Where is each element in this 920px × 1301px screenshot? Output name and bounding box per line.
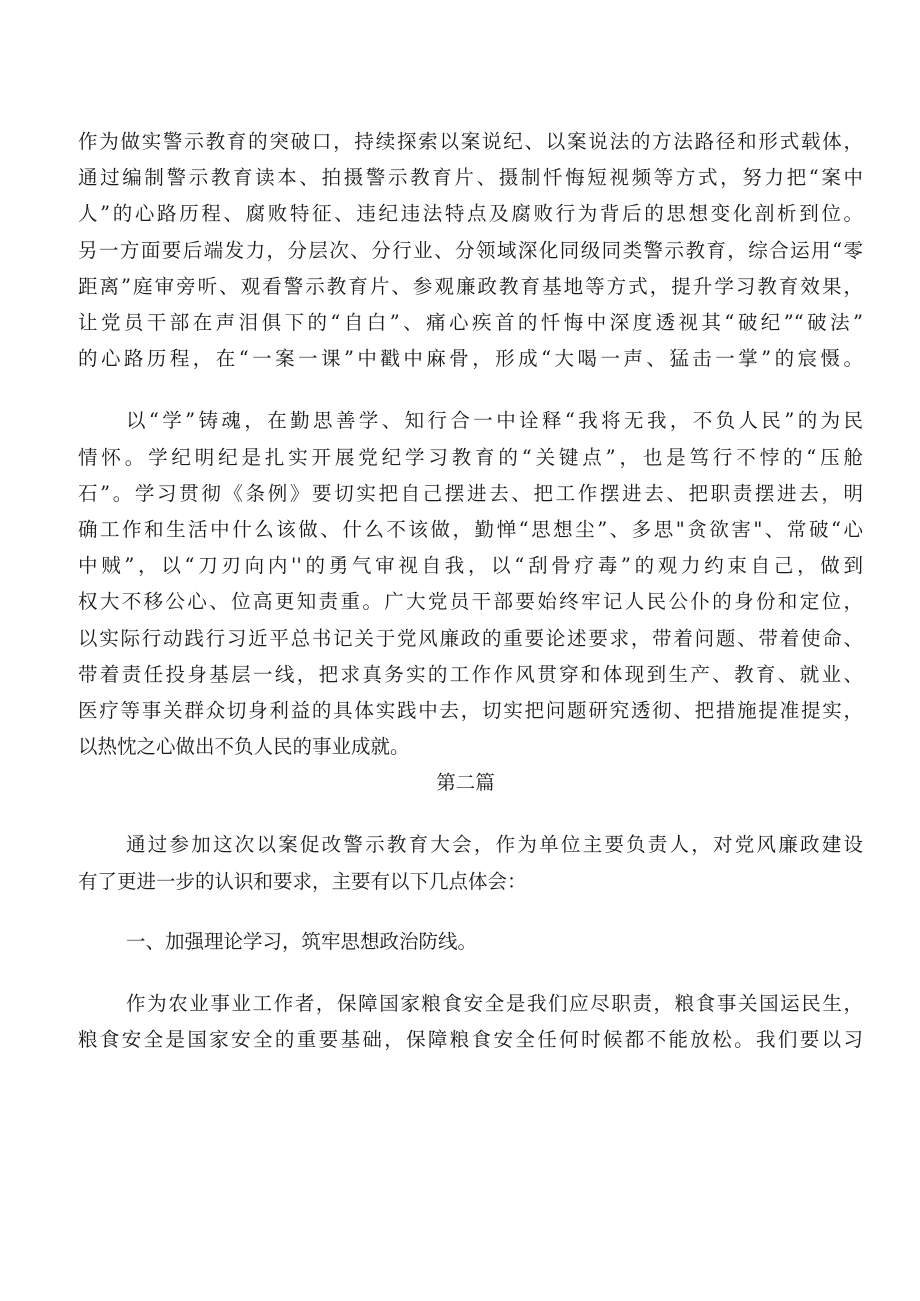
subheading: [78, 924, 863, 960]
text-line: 另一方面要后端发力，分层次、分行业、分领域深化同级同类警示教育，综合运用“零: [78, 238, 863, 262]
text-line: 以实际行动践行习近平总书记关于党风廉政的重要论述要求，带着问题、带着使命、: [78, 626, 863, 650]
text-line: 中贼”，以“刀刃向内''的勇气审视自我，以“刮骨疗毒”的观力约束自己，做到: [78, 554, 863, 578]
text-line: 以热忱之心做出不负人民的事业成就。: [78, 735, 410, 759]
text-line: 作为做实警示教育的突破口，持续探索以案说纪、以案说法的方法路径和形式载体，: [78, 130, 863, 153]
text-line: 情怀。学纪明纪是扎实开展党纪学习教育的“关键点”，也是笃行不悖的“压舱: [78, 445, 863, 469]
text-line: 权大不移公心、位高更知责重。广大党员干部要始终牢记人民公仆的身份和定位，: [78, 590, 863, 614]
paragraph-1: [78, 124, 863, 377]
paragraph-4: [78, 986, 863, 1058]
text-line: 有了更进一步的认识和要求，主要有以下几点体会：: [78, 869, 527, 893]
subheading-text: 一、加强理论学习，筑牢思想政治防线。: [126, 929, 478, 953]
text-line: 以“学”铸魂，在勤思善学、知行合一中诠释“我将无我，不负人民”的为民: [126, 409, 863, 433]
section-heading: 第二篇: [436, 771, 495, 795]
text-line: 作为农业事业工作者，保障国家粮食安全是我们应尽职责，粮食事关国运民生，: [126, 992, 863, 1016]
text-line: 人”的心路历程、腐败特征、违纪违法特点及腐败行为背后的思想变化剖析到位。: [78, 202, 863, 226]
text-line: 的心路历程，在“一案一课”中戳中麻骨，形成“大喝一声、猛击一掌”的宸慑。: [78, 347, 863, 371]
text-line: 确工作和生活中什么该做、什么不该做，勤惮“思想尘”、多思"贪欲害"、常破“心: [78, 518, 863, 542]
text-line: 粮食安全是国家安全的重要基础，保障粮食安全任何时候都不能放松。我们要以习: [78, 1028, 863, 1052]
paragraph-2: [78, 403, 863, 765]
text-line: 带着责任投身基层一线，把求真务实的工作作风贯穿和体现到生产、教育、就业、: [78, 662, 863, 686]
document-page: [78, 124, 863, 1058]
text-line: 石”。学习贯彻《条例》要切实把自己摆进去、把工作摆进去、把职责摆进去，明: [78, 481, 863, 505]
text-line: 通过参加这次以案促改警示教育大会，作为单位主要负责人，对党风廉政建设: [126, 833, 863, 857]
paragraph-3: [78, 827, 863, 899]
text-line: 通过编制警示教育读本、拍摄警示教育片、摄制忏悔短视频等方式，努力把“案中: [78, 166, 863, 190]
text-line: 医疗等事关群众切身利益的具体实践中去，切实把问题研究透彻、把措施提准提实，: [78, 699, 863, 723]
text-line: 让党员干部在声泪俱下的“自白”、痛心疾首的忏悔中深度透视其“破纪”“破法”: [78, 311, 863, 335]
text-line: 距离”庭审旁听、观看警示教育片、参观廉政教育基地等方式，提升学习教育效果，: [78, 274, 863, 298]
